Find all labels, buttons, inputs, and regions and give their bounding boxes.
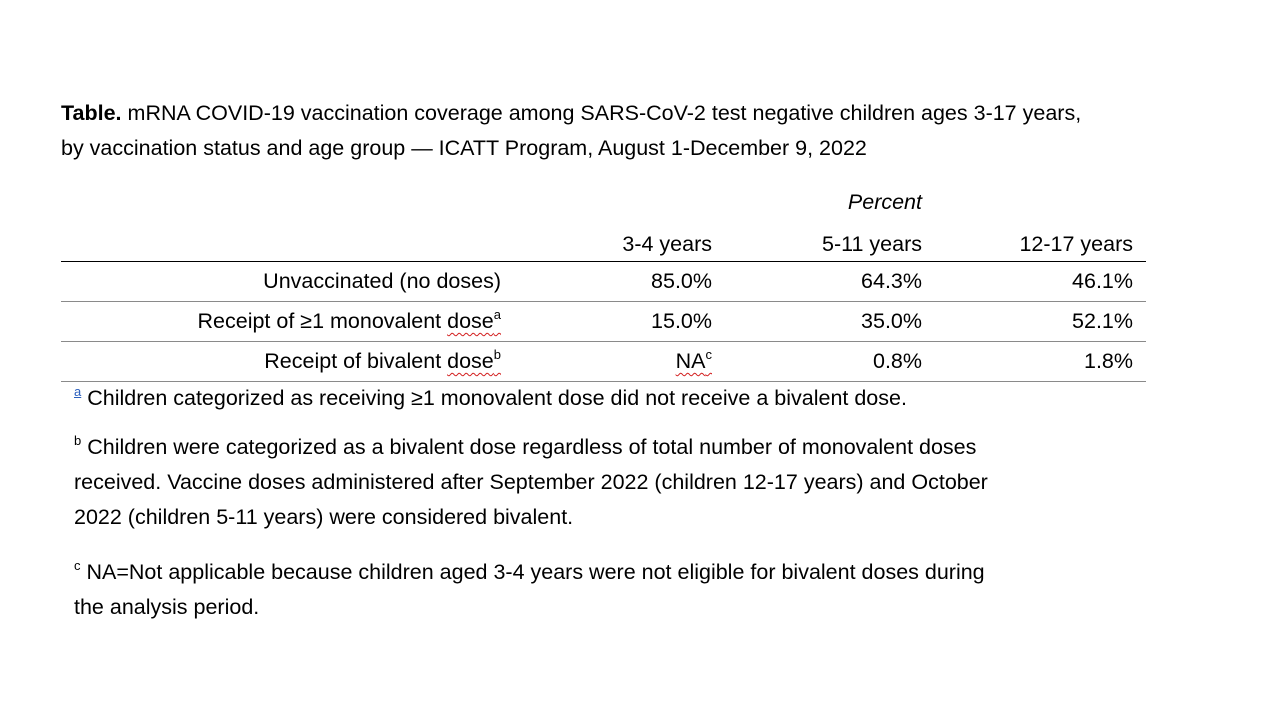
cell-value: 85.0% xyxy=(501,262,712,302)
cell-value: 52.1% xyxy=(922,302,1146,342)
cell-value: 15.0% xyxy=(501,302,712,342)
table-caption xyxy=(61,96,1221,166)
cell-value: 35.0% xyxy=(712,302,922,342)
cell-value: 1.8% xyxy=(922,342,1146,382)
spellcheck-word xyxy=(447,309,501,333)
row-label: Unvaccinated (no doses) xyxy=(61,262,501,302)
cell-value: 0.8% xyxy=(712,342,922,382)
percent-group-header: Percent xyxy=(847,190,922,214)
header-age-5-11: 5-11 years xyxy=(712,232,922,262)
row-label-word: dose xyxy=(447,349,494,373)
header-blank xyxy=(61,232,501,262)
header-age-12-17: 12-17 years xyxy=(922,232,1146,262)
cell-value: 64.3% xyxy=(712,262,922,302)
footnote-b-line-2: received. Vaccine doses administered after September 2022 (children 12-17 years) and October xyxy=(74,470,988,494)
table-row xyxy=(61,302,1146,342)
footnote-marker-a[interactable]: a xyxy=(74,384,82,399)
footnote-c xyxy=(74,555,1124,625)
footnote-b-line-3: 2022 (children 5-11 years) were considered bivalent. xyxy=(74,505,574,529)
row-label xyxy=(61,342,501,382)
footnote-ref-c: c xyxy=(705,347,712,362)
spellcheck-word xyxy=(676,349,712,373)
footnote-ref-b: b xyxy=(493,347,501,362)
footnote-b xyxy=(74,430,1124,535)
footnote-a xyxy=(74,381,1124,416)
footnote-ref-a: a xyxy=(493,307,501,322)
cell-value: 46.1% xyxy=(922,262,1146,302)
footnote-a-text: Children categorized as receiving ≥1 monovalent dose did not receive a bivalent dose. xyxy=(81,386,907,410)
footnote-marker-c: c xyxy=(74,558,81,573)
footnote-c-line-1: NA=Not applicable because children aged 3-4 years were not eligible for bivalent doses during xyxy=(80,560,985,584)
footnote-b-line-1: Children were categorized as a bivalent dose regardless of total number of monovalent doses xyxy=(81,435,977,459)
coverage-table xyxy=(61,232,1146,382)
row-label-word: dose xyxy=(447,309,494,333)
table-row xyxy=(61,262,1146,302)
spellcheck-word xyxy=(447,349,501,373)
row-label-text: Receipt of ≥1 monovalent xyxy=(197,309,448,333)
na-value: NA xyxy=(675,349,706,373)
footnote-c-line-2: the analysis period. xyxy=(74,595,260,619)
table-header-row xyxy=(61,232,1146,262)
row-label xyxy=(61,302,501,342)
caption-line-2: by vaccination status and age group — ICATT Program, August 1-December 9, 2022 xyxy=(61,136,867,160)
row-label-text: Receipt of bivalent xyxy=(264,349,448,373)
header-age-3-4: 3-4 years xyxy=(501,232,712,262)
caption-line-1: mRNA COVID-19 vaccination coverage among SARS-CoV-2 test negative children ages 3-17 years, xyxy=(127,101,1082,125)
table-row xyxy=(61,342,1146,382)
cell-value xyxy=(501,342,712,382)
footnote-marker-b: b xyxy=(74,433,82,448)
caption-label: Table. xyxy=(61,101,122,125)
